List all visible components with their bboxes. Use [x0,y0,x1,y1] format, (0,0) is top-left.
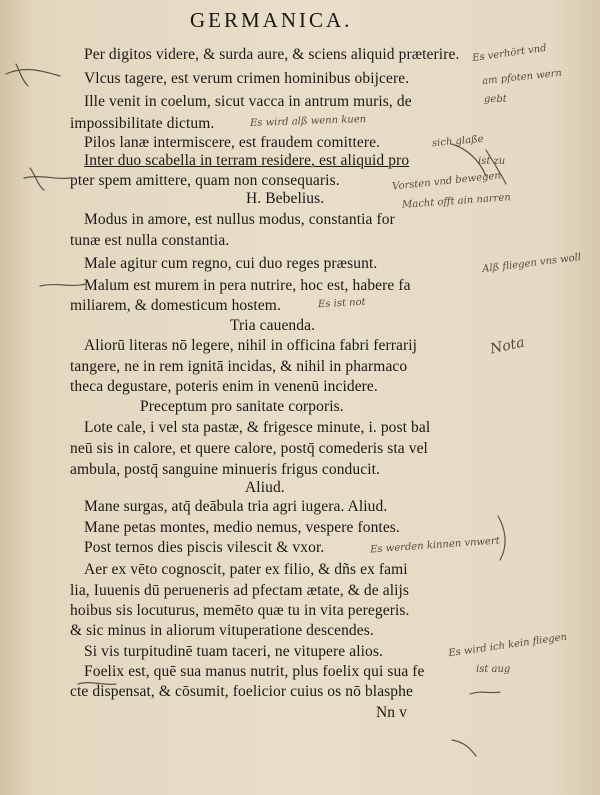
handwritten-note: ist aug [476,664,511,675]
text-line: Lote cale, i vel sta pastæ, & frigesce minute, i. post bal [84,419,431,436]
text-line: impossibilitate dictum. [70,115,215,132]
page-header: GERMANICA. [190,8,353,32]
text-line: ambula, postq̄ sanguine minueris frigus conducit. [70,461,381,478]
handwritten-note: Es werden kinnen vnwert [369,535,501,556]
section-heading: Preceptum pro sanitate corporis. [140,398,344,415]
text-line: Ille venit in coelum, sicut vacca in antrum muris, de [84,93,412,110]
text-line: Pilos lanæ intermiscere, est fraudem comittere. [84,134,381,151]
text-line: miliarem, & domesticum hostem. [70,297,281,314]
handwritten-note: am pfoten wern [481,67,563,88]
text-line: tangere, ne in rem ignitā incidas, & nihil in pharmaco [70,358,408,375]
text-line: tunæ est nulla constantia. [70,232,230,249]
handwritten-note: sich glaße [431,133,485,150]
text-line: lia, Iuuenis dū perueneris ad pfectam ætate, & de alijs [70,582,410,599]
text-line: Si vis turpitudinē tuam taceri, ne vitupere alios. [84,643,384,660]
text-line: Male agitur cum regno, cui duo reges præsunt. [84,255,378,272]
text-line: & sic minus in aliorum vituperatione descendes. [70,622,374,639]
section-heading: H. Bebelius. [246,190,325,207]
handwritten-note: Es wird ich kein fliegen [447,631,568,660]
text-line: Aliorū literas nō legere, nihil in officina fabri ferrarij [84,337,418,354]
handwritten-note: gebt [484,94,507,105]
handwritten-note: Es verhört vnd [471,42,548,65]
text-line: Mane petas montes, medio nemus, vespere fontes. [84,519,400,536]
handwritten-note: Es wird alß wenn kuen [249,113,367,130]
handwritten-note: Vorsten vnd bewegen [391,170,502,193]
text-line: Post ternos dies piscis vilescit & vxor. [84,539,325,556]
text-line: Modus in amore, est nullus modus, constantia for [84,211,395,228]
text-line: hoibus sis locuturus, memēto quæ tu in vita peregeris. [70,602,410,619]
section-heading: Aliud. [245,479,285,496]
handwritten-note: Macht offt ain narren [401,192,512,211]
handwritten-note: Es ist not [317,296,366,311]
text-line: Mane surgas, atq̄ deābula tria agri iugera. Aliud. [84,498,388,515]
text-line: Aer ex vēto cognoscit, pater ex filio, & dñs ex fami [84,561,408,578]
text-line: Vlcus tagere, est verum crimen hominibus obijcere. [84,70,410,87]
handwritten-note: Alß fliegen vns woll [481,251,582,276]
text-line: Foelix est, quē sua manus nutrit, plus foelix qui sua fe [84,663,425,680]
signature-mark: Nn v [376,704,407,721]
text-line: Malum est murem in pera nutrire, hoc est, habere fa [84,277,411,294]
text-line: pter spem amittere, quam non consequaris. [70,172,340,189]
handwritten-note: ist zu [478,156,506,167]
text-line: Inter duo scabella in terram residere, est aliquid pro [84,152,410,169]
section-heading: Tria cauenda. [230,317,316,334]
text-line: cte dispensat, & cōsumit, foelicior cuius os nō blasphe [70,683,413,700]
text-line: neū sis in calore, et quere calore, postq̄ comederis sta vel [70,440,428,457]
text-line: theca degustare, poteris enim in venenū incidere. [70,378,378,395]
text-line: Per digitos videre, & surda aure, & sciens aliquid præterire. [84,46,460,63]
handwritten-note: Nota [488,334,526,358]
